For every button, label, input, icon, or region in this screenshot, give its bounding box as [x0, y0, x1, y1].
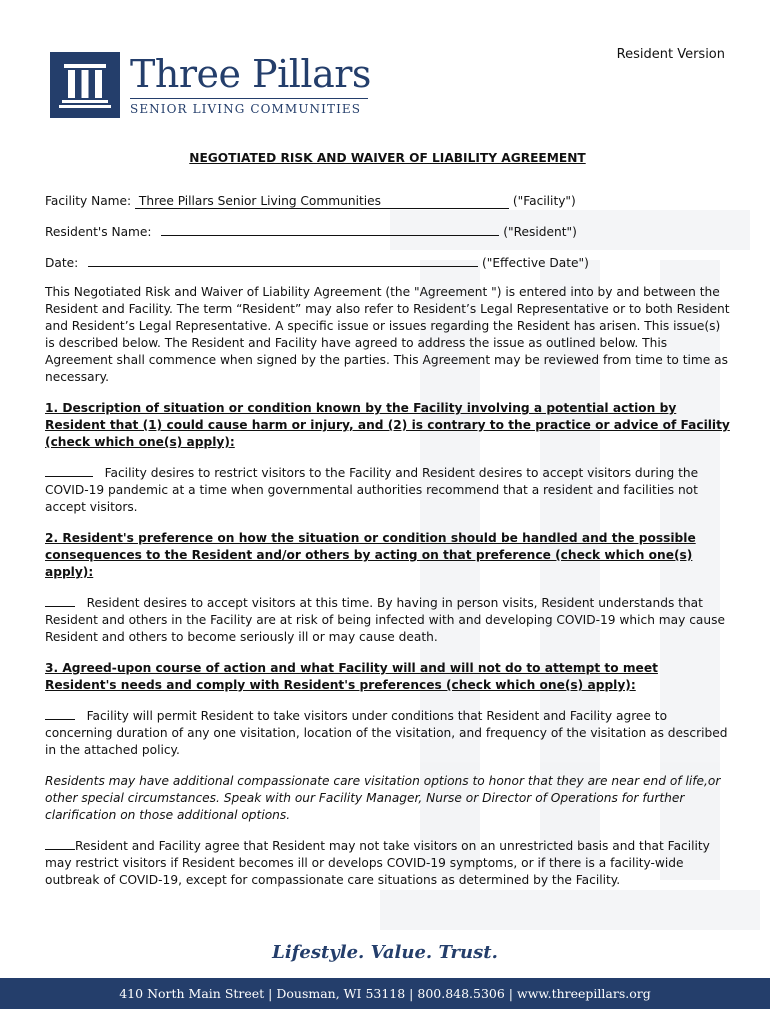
facility-name-field — [45, 192, 730, 210]
resident-name-label: Resident's Name: — [45, 225, 152, 239]
facility-name-suffix: ("Facility") — [512, 194, 576, 208]
agreement-body — [45, 150, 730, 903]
tagline: Lifestyle. Value. Trust. — [272, 942, 498, 963]
facility-name-label: Facility Name: — [45, 194, 132, 208]
checkbox-line — [45, 594, 75, 607]
resident-name-suffix: ("Resident") — [503, 225, 577, 239]
section-3-note: Residents may have additional compassionate care visitation options to honor that they are near end of life,or other special circumstances. Speak with our Facility Manager, Nurse or Director of Operations for further clarification on those additional options. — [45, 774, 721, 822]
date-blank — [88, 253, 478, 267]
facility-name-value: Three Pillars Senior Living Communities — [135, 194, 509, 209]
section-3-heading: 3. Agreed-upon course of action and what Facility will and will not do to attempt to meet Resident's needs and comply with Resident's preferences (check which one(s) apply): — [45, 661, 658, 692]
checkbox-line — [45, 707, 75, 720]
section-1-item: Facility desires to restrict visitors to the Facility and Resident desires to accept visitors during the COVID-19 pandemic at a time when governmental authorities recommend that a resident and facilities not accept visitors. — [45, 466, 699, 514]
date-label: Date: — [45, 256, 79, 270]
resident-name-field — [45, 222, 730, 241]
pillars-logo-icon — [50, 52, 120, 118]
date-suffix: ("Effective Date") — [482, 256, 589, 270]
intro-paragraph: This Negotiated Risk and Waiver of Liability Agreement (the "Agreement ") is entered into by and between the Resident and Facility. The term “Resident” may also refer to Resident’s Legal Representative or to both Resident and Resident’s Legal Representative. A specific issue or issues regarding the Resident has arisen. This issue(s) is described below. The Resident and Facility have agreed to address the issue as outlined below. This Agreement shall commence when signed by the parties. This Agreement may be reviewed from time to time as necessary. — [45, 285, 730, 384]
section-3-item-1: Facility will permit Resident to take visitors under conditions that Resident and Facility agree to concerning duration of any one visitation, location of the visitation, and frequency of the visitation as described in the attached policy. — [45, 709, 728, 757]
date-field — [45, 253, 730, 272]
resident-name-blank — [161, 222, 499, 236]
section-2-item: Resident desires to accept visitors at this time. By having in person visits, Resident understands that Resident and others in the Facility are at risk of being infected with and developing COVID-19 which may cause Resident and others to become seriously ill or may cause death. — [45, 596, 725, 644]
document-version: Resident Version — [616, 47, 725, 62]
footer-address-bar: 410 North Main Street | Dousman, WI 53118 | 800.848.5306 | www.threepillars.org — [0, 978, 770, 1009]
checkbox-line — [45, 464, 93, 477]
brand-name: Three Pillars — [130, 52, 371, 96]
three-pillars-logo — [50, 52, 380, 122]
brand-divider — [130, 98, 368, 99]
brand-subtitle: SENIOR LIVING COMMUNITIES — [130, 102, 362, 116]
checkbox-line — [45, 837, 75, 850]
section-3-item-2: Resident and Facility agree that Resident may not take visitors on an unrestricted basis and that Facility may restrict visitors if Resident becomes ill or develops COVID-19 symptoms, or if there is a facility-wide outbreak of COVID-19, except for compassionate care situations as determined by the Facility. — [45, 839, 710, 887]
section-2-heading: 2. Resident's preference on how the situation or condition should be handled and the possible consequences to the Resident and/or others by acting on that preference (check which one(s) apply): — [45, 531, 696, 579]
section-1-heading: 1. Description of situation or condition known by the Facility involving a potential action by Resident that (1) could cause harm or injury, and (2) is contrary to the practice or advice of Facility (check which one(s) apply): — [45, 401, 730, 449]
document-title: NEGOTIATED RISK AND WAIVER OF LIABILITY AGREEMENT — [189, 151, 586, 165]
